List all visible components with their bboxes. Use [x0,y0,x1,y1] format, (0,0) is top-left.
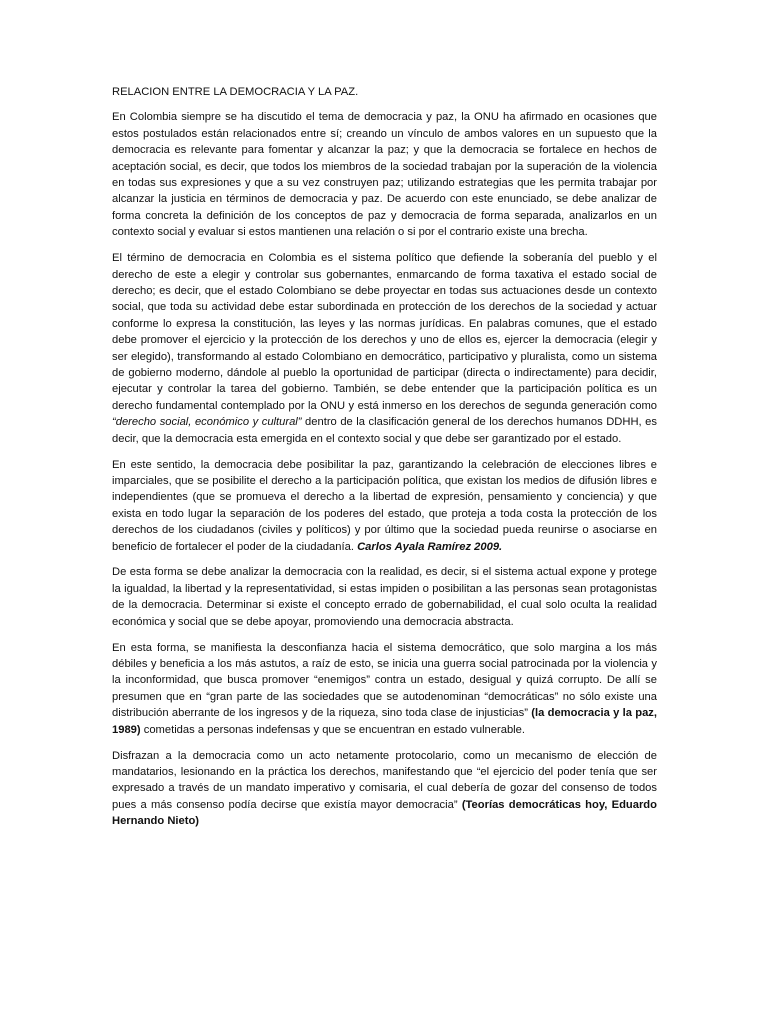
paragraph-2-text-a: El término de democracia en Colombia es el sistema político que defiende la soberanía del pueblo y el derecho de este a elegir y controlar sus gobernantes, enmarcando de forma taxativa el estado social de derecho; es decir, que el estado Colombiano se debe proyectar en todas sus actuaciones desde un contexto social, que toda su actividad debe estar subordinada en protección de los derechos de la sociedad y actuar conforme lo expresa la constitución, las leyes y las normas jurídicas. En palabras comunes, que el estado debe promover el ejercicio y la protección de los derechos y uno de ellos es, ejercer la democracia (elegir y ser elegido), transformando al estado Colombiano en democrático, participativo y pluralista, como un sistema de gobierno moderno, dándole al pueblo la oportunidad de participar (directa o indirectamente) para decidir, ejecutar y controlar la tarea del gobierno. También, se debe entender que la participación política es un derecho fundamental contemplado por la ONU y está inmerso en los derechos de segunda generación como [112,252,657,412]
paragraph-5 [112,640,657,738]
paragraph-2-text-b: dentro de la clasificación general de los derechos humanos DDHH, es decir, que la democracia esta emergida en el contexto social y que debe ser garantizado por el estado. [112,416,657,445]
paragraph-6 [112,748,657,830]
paragraph-5-citation: (la democracia y la paz, 1989) [112,707,657,736]
paragraph-3 [112,457,657,555]
paragraph-6-citation: (Teorías democráticas hoy, Eduardo Hernando Nieto) [112,798,657,828]
paragraph-2 [112,250,657,447]
paragraph-5-text-b: cometidas a personas indefensas y que se encuentran en estado vulnerable. [140,723,525,736]
paragraph-3-citation: Carlos Ayala Ramírez 2009. [357,540,503,553]
paragraph-4: De esta forma se debe analizar la democracia con la realidad, es decir, si el sistema actual expone y protege la igualdad, la libertad y la representatividad, si estas impiden o posibilitan a las personas sean protagonistas de la democracia. Determinar si existe el concepto errado de gobernabilidad, el cual solo oculta la realidad económica y social que se debe apoyar, promoviendo una democracia abstracta. [112,566,657,628]
paragraph-3-text: En este sentido, la democracia debe posibilitar la paz, garantizando la celebración de elecciones libres e imparciales, que se posibilite el derecho a la participación política, que existan los medios de difusión libres e independientes (que se promueva el derecho a la libertad de expresión, pensamiento y conciencia) y que exista en todo lugar la separación de los poderes del estado, que proteja a toda costa la protección de los derechos de los ciudadanos (civiles y políticos) y por último que la sociedad pueda reunirse o asociarse en beneficio de fortalecer el poder de la ciudadanía. [112,458,657,553]
document-page [112,84,657,839]
paragraph-6-text: Disfrazan a la democracia como un acto netamente protocolario, como un mecanismo de elección de mandatarios, lesionando en la práctica los derechos, manifestando que “el ejercicio del poder tenía que ser expresado a través de un mandato imperativo y comisaria, el cual debería de gozar del consenso de todos pues a más consenso podía decirse que existía mayor democracia” [112,749,657,811]
document-title: RELACION ENTRE LA DEMOCRACIA Y LA PAZ. [112,86,359,98]
paragraph-2-quote: “derecho social, económico y cultural” [112,416,302,429]
paragraph-1: En Colombia siempre se ha discutido el tema de democracia y paz, la ONU ha afirmado en ocasiones que estos postulados están relacionados entre sí; creando un vínculo de ambos valores en un supuesto que la democracia es relevante para fomentar y alcanzar la paz; y que la democracia se fortalece en hechos de aceptación social, es decir, que todos los miembros de la sociedad trabajan por la superación de la violencia en todas sus expresiones y que a su vez construyen paz; utilizando estrategias que les permita trabajar por alcanzar la justicia en términos de democracia y paz. De acuerdo con este enunciado, se debe analizar de forma concreta la definición de los conceptos de paz y democracia de forma separada, analizarlos en un contexto social y evaluar si estos mantienen una relación o si por el contrario existe una brecha. [112,111,657,239]
paragraph-5-text-a: En esta forma, se manifiesta la desconfianza hacia el sistema democrático, que solo margina a los más débiles y beneficia a los más astutos, a raíz de esto, se inicia una guerra social patrocinada por la violencia y la inconformidad, que busca promover “enemigos” contra un estado, desigual y quizá corrupto. De allí se presumen que en “gran parte de las sociedades que se autodenominan “democráticas” no sólo existe una distribución aberrante de los ingresos y de la riqueza, sino toda clase de injusticias” [112,641,657,720]
